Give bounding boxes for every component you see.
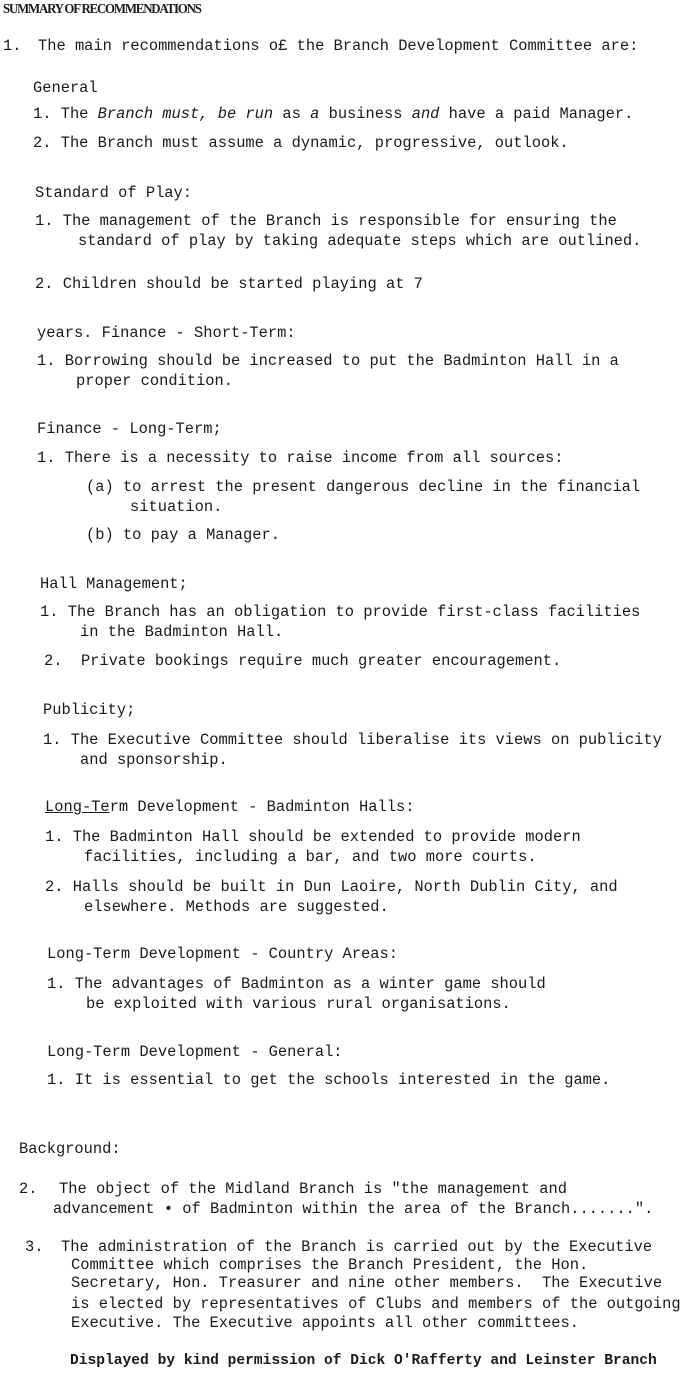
play-item-1-line-2: standard of play by taking adequate steps which are outlined. xyxy=(78,232,642,250)
finance-short-item-1-line-1: 1. Borrowing should be increased to put the Badminton Hall in a xyxy=(37,352,619,370)
general-item-1: 1. The Branch must, be run as a business and have a paid Manager. xyxy=(33,105,634,123)
finance-long-item-a-line-2: situation. xyxy=(130,498,223,516)
ltd-general-heading: Long-Term Development - General: xyxy=(47,1043,343,1061)
background-para-3-line-4: is elected by representatives of Clubs and members of the outgoing xyxy=(71,1295,681,1313)
footer-credit: Displayed by kind permission of Dick O'Rafferty and Leinster Branch xyxy=(70,1353,657,1369)
general-heading: General xyxy=(33,79,98,97)
background-heading: Background: xyxy=(19,1140,121,1158)
hall-item-2: 2. Private bookings require much greater encouragement. xyxy=(44,652,562,670)
finance-long-item-b: (b) to pay a Manager. xyxy=(86,526,280,544)
background-para-3-line-5: Executive. The Executive appoints all other committees. xyxy=(71,1314,579,1332)
document-title: SUMMARY OF RECOMMENDATIONS xyxy=(3,2,201,17)
play-item-2: 2. Children should be started playing at 7 xyxy=(35,275,423,293)
publicity-item-1-line-1: 1. The Executive Committee should liberalise its views on publicity xyxy=(43,731,662,749)
hall-item-1-line-2: in the Badminton Hall. xyxy=(80,623,284,641)
publicity-heading: Publicity; xyxy=(43,701,136,719)
background-para-2-line-2: advancement • of Badminton within the area of the Branch.......". xyxy=(53,1200,654,1218)
background-para-3-line-2: Committee which comprises the Branch President, the Hon. xyxy=(71,1256,589,1274)
ltd-halls-item-2-line-2: elsewhere. Methods are suggested. xyxy=(84,898,389,916)
ltd-country-item-1-line-2: be exploited with various rural organisations. xyxy=(86,995,511,1013)
ltd-halls-item-2-line-1: 2. Halls should be built in Dun Laoire, North Dublin City, and xyxy=(45,878,618,896)
publicity-item-1-line-2: and sponsorship. xyxy=(80,751,228,769)
background-para-2-number: 2. xyxy=(19,1180,38,1198)
finance-long-item-a-line-1: (a) to arrest the present dangerous decline in the financial xyxy=(86,478,641,496)
intro-number: 1. xyxy=(3,37,22,55)
ltd-halls-heading: Long-Term Development - Badminton Halls: xyxy=(45,798,415,816)
finance-short-item-1-line-2: proper condition. xyxy=(76,372,234,390)
hall-item-1-line-1: 1. The Branch has an obligation to provide first-class facilities xyxy=(40,603,641,621)
background-para-2-line-1: The object of the Midland Branch is "the management and xyxy=(59,1180,567,1198)
background-para-3-number: 3. xyxy=(25,1238,44,1256)
hall-heading: Hall Management; xyxy=(40,575,188,593)
background-para-3-line-1: The administration of the Branch is carried out by the Executive xyxy=(61,1238,653,1256)
intro-text: The main recommendations o£ the Branch Development Committee are: xyxy=(38,37,639,55)
ltd-halls-item-1-line-2: facilities, including a bar, and two more courts. xyxy=(84,848,537,866)
finance-long-item-1: 1. There is a necessity to raise income from all sources: xyxy=(37,449,564,467)
play-heading: Standard of Play: xyxy=(35,184,193,202)
ltd-country-item-1-line-1: 1. The advantages of Badminton as a winter game should xyxy=(47,975,546,993)
ltd-country-heading: Long-Term Development - Country Areas: xyxy=(47,945,398,963)
play-item-1-line-1: 1. The management of the Branch is responsible for ensuring the xyxy=(35,212,617,230)
general-item-2: 2. The Branch must assume a dynamic, progressive, outlook. xyxy=(33,134,569,152)
finance-short-heading: years. Finance - Short-Term: xyxy=(37,324,296,342)
background-para-3-line-3: Secretary, Hon. Treasurer and nine other members. The Executive xyxy=(71,1274,663,1292)
ltd-halls-item-1-line-1: 1. The Badminton Hall should be extended to provide modern xyxy=(45,828,581,846)
ltd-general-item-1: 1. It is essential to get the schools interested in the game. xyxy=(47,1071,611,1089)
finance-long-heading: Finance - Long-Term; xyxy=(37,420,222,438)
